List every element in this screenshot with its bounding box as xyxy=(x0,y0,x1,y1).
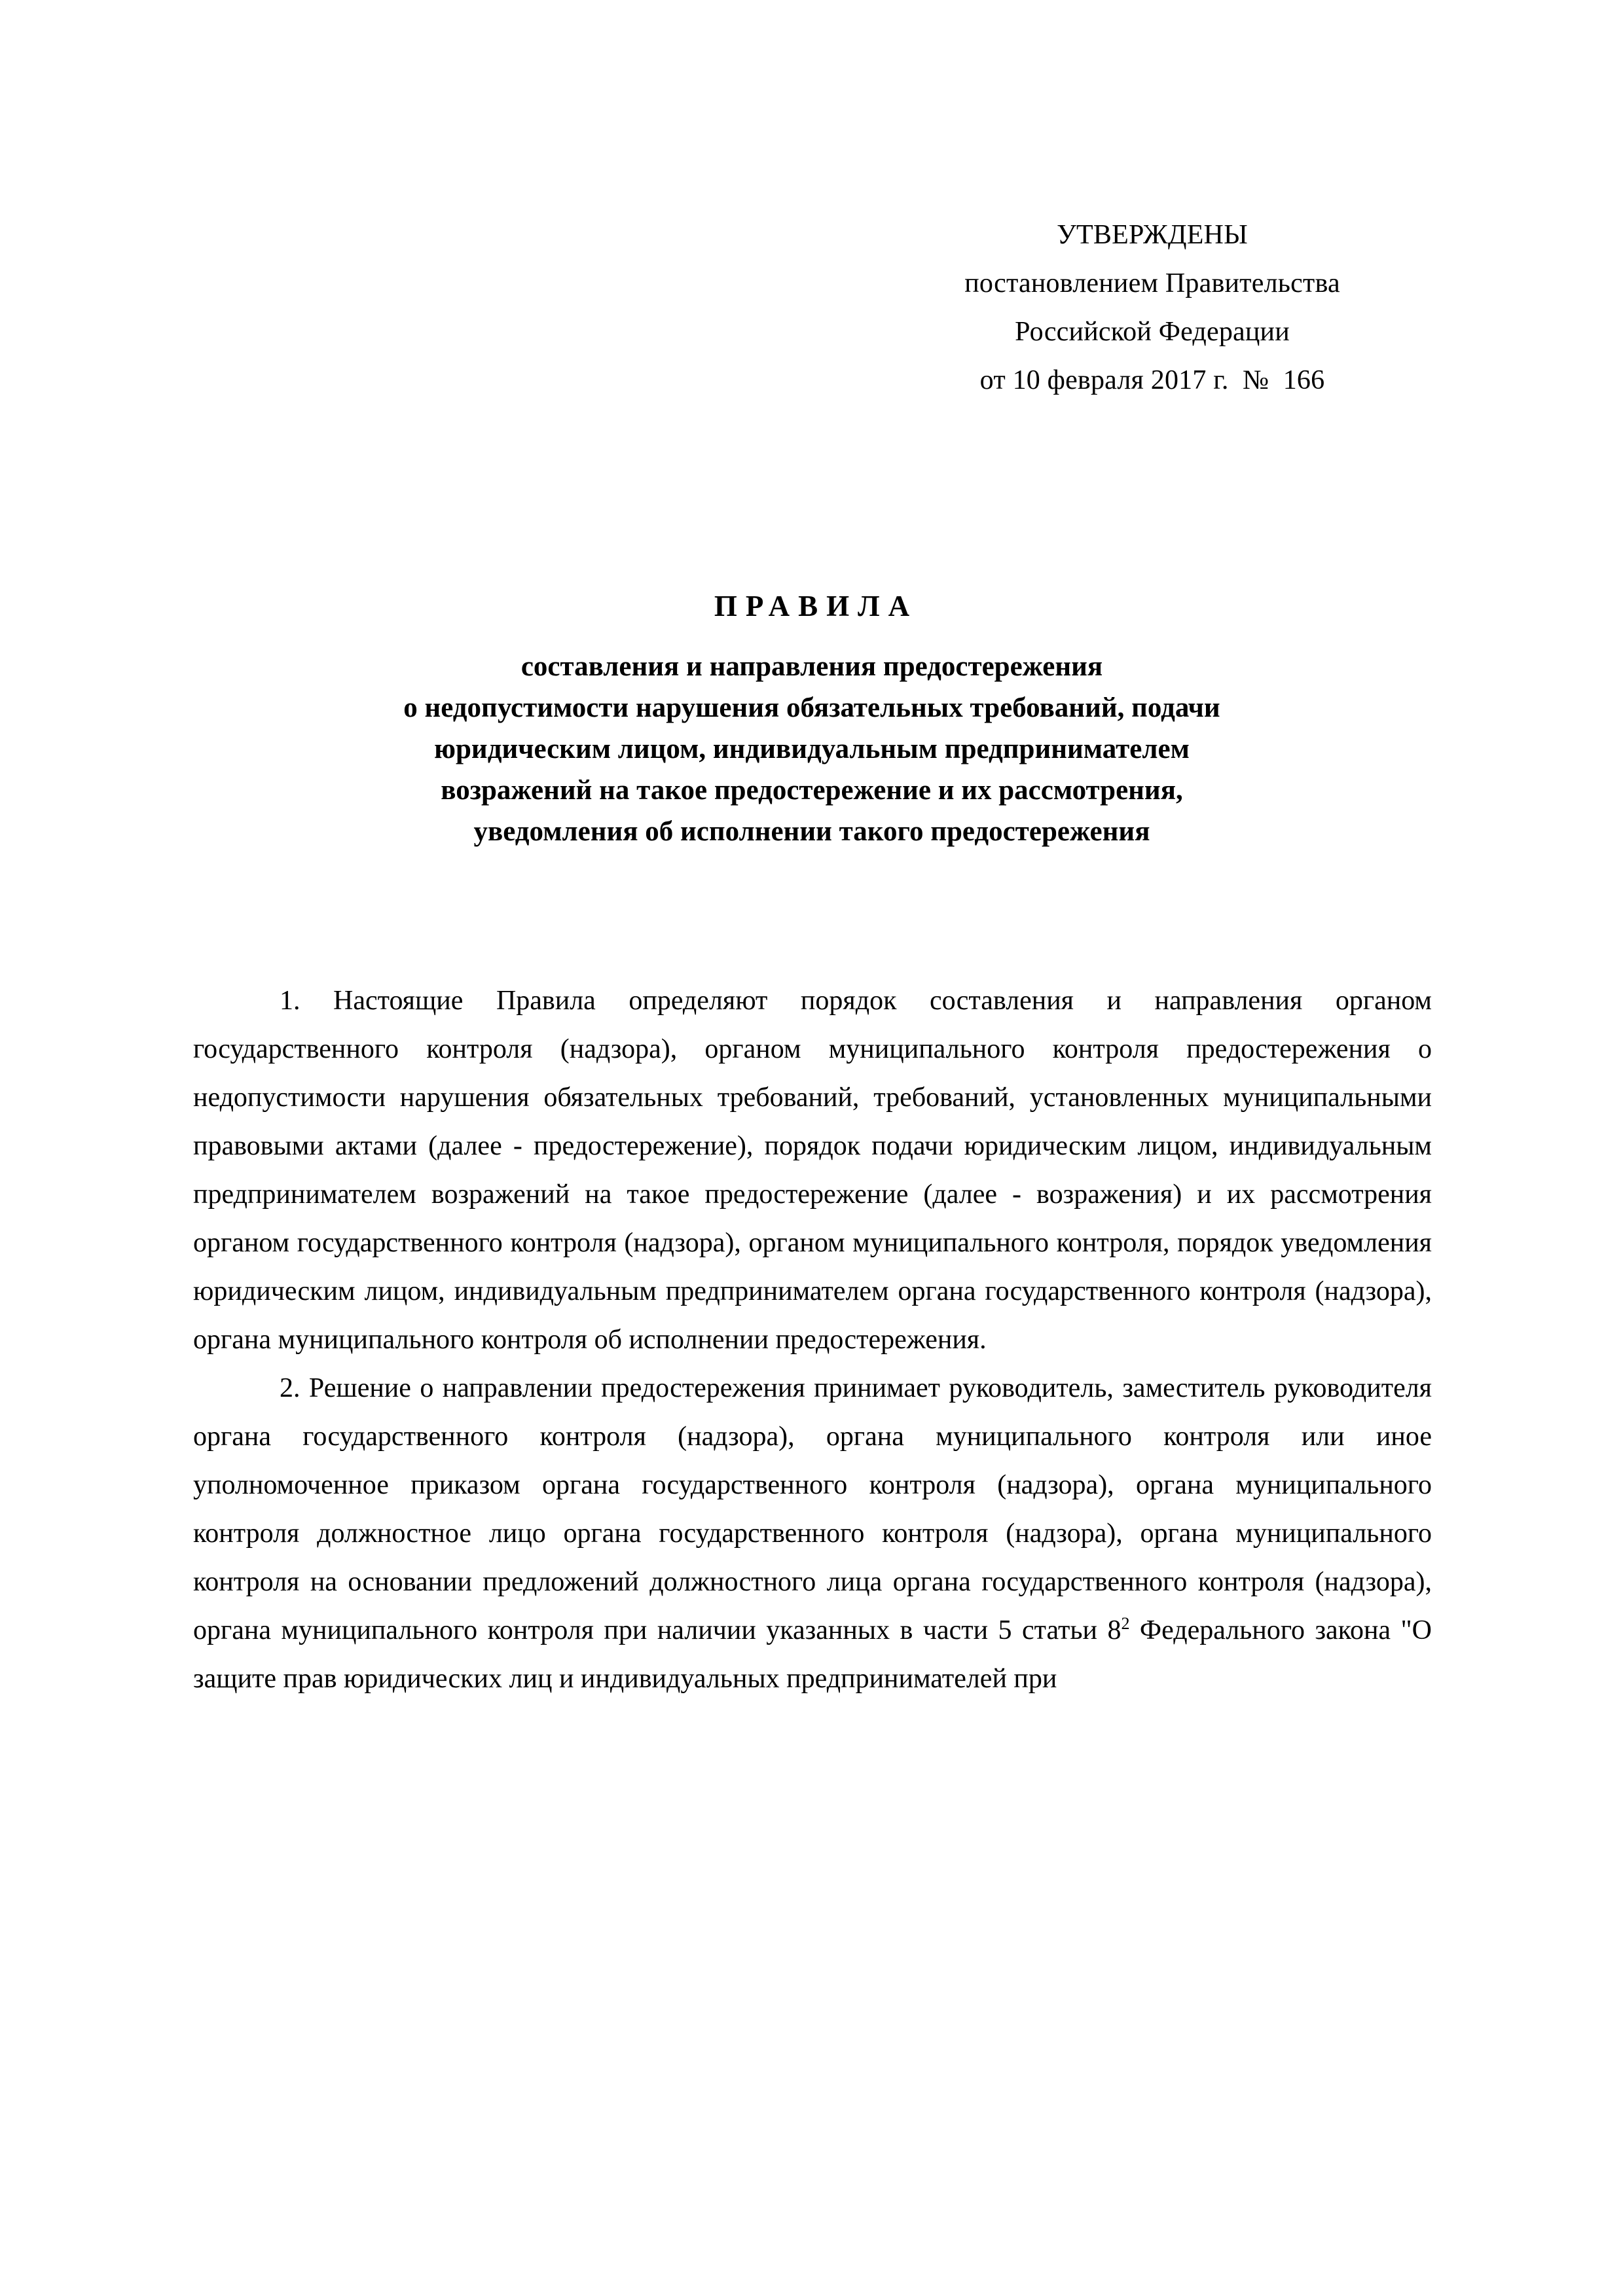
paragraph-2 xyxy=(193,1364,1432,1703)
document-body xyxy=(193,977,1432,1703)
article-superscript: 2 xyxy=(1121,1614,1130,1633)
approval-line-decree: постановлением Правительства xyxy=(964,268,1340,298)
subtitle-line-2: о недопустимости нарушения обязательных требований, подачи xyxy=(403,692,1220,723)
approval-header-block xyxy=(858,211,1447,404)
paragraph-1: 1. Настоящие Правила определяют порядок составления и направления органом государственного контроля (надзора), органом муниципального контроля предостережения о недопустимости нарушения обязательных требований, требований, установленных муниципальными правовыми актами (далее - предостережение), порядок подачи юридическим лицом, индивидуальным предпринимателем возражений на такое предостережение (далее - возражения) и их рассмотрения органом государственного контроля (надзора), органом муниципального контроля, порядок уведомления юридическим лицом, индивидуальным предпринимателем органа государственного контроля (надзора), органа муниципального контроля об исполнении предостережения. xyxy=(193,986,1432,1355)
document-title-rules: ПРАВИЛА xyxy=(714,590,919,622)
approval-line-federation: Российской Федерации xyxy=(1015,317,1290,347)
approval-line-approved: УТВЕРЖДЕНЫ xyxy=(1057,220,1248,250)
subtitle-line-3: юридическим лицом, индивидуальным предпринимателем xyxy=(434,734,1190,764)
subtitle-line-5: уведомления об исполнении такого предостережения xyxy=(473,816,1150,847)
subtitle-line-1: составления и направления предостережения xyxy=(520,651,1103,682)
subtitle-line-4: возражений на такое предостережение и их рассмотрения, xyxy=(441,775,1183,806)
paragraph-2-text-after-superscript: Федерального закона "О защите прав юридических лиц и индивидуальных предпринимателей при xyxy=(193,1615,1432,1694)
approval-line-date-number: от 10 февраля 2017 г. № 166 xyxy=(979,365,1325,395)
document-subtitle-block xyxy=(193,646,1431,852)
paragraph-2-text-before-superscript: 2. Решение о направлении предостережения принимает руководитель, заместитель руководителя органа государственного контроля (надзора), органа муниципального контроля или иное уполномоченное приказом органа государственного контроля (надзора), органа муниципального контроля должностное лицо органа государственного контроля (надзора), органа муниципального контроля на основании предложений должностного лица органа государственного контроля (надзора), органа муниципального контроля при наличии указанных в части 5 статьи 8 xyxy=(193,1373,1432,1645)
